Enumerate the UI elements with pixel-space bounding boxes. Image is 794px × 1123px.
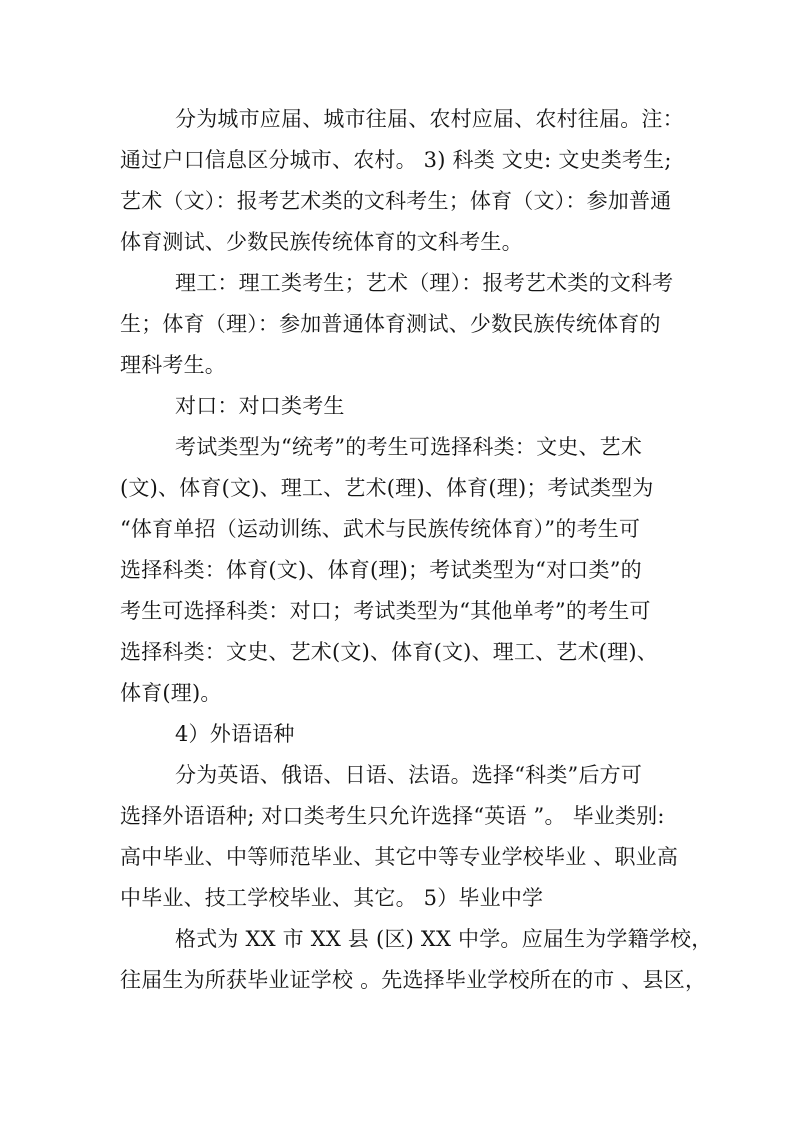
text-line-18: 选择外语语种; 对口类考生只允许选择“英语 ”。 毕业类别: [120,804,665,828]
text-line-17: 分为英语、俄语、日语、法语。选择“科类”后方可 [175,763,643,787]
text-line-14: 选择科类：文史、艺术(文)、体育(文)、理工、艺术(理)、 [120,640,658,664]
text-line-5: 理工：理工类考生；艺术（理）：报考艺术类的文科考 [175,271,674,295]
text-line-22: 往届生为所获毕业证学校 。先选择毕业学校所在的市 、县区， [120,968,707,992]
text-line-15: 体育(理)。 [120,681,222,705]
text-line-12: 选择科类：体育(文)、体育(理)；考试类型为“对口类”的 [120,558,642,582]
text-line-7: 理科考生。 [120,353,226,377]
text-line-8: 对口：对口类考生 [175,394,345,418]
text-line-20: 中毕业、技工学校毕业、其它。 5）毕业中学 [120,886,544,910]
text-line-2: 通过户口信息区分城市、农村。 3) 科类 文史: 文史类考生; [120,148,672,172]
text-line-16: 4）外语语种 [175,722,295,746]
text-line-6: 生；体育（理）：参加普通体育测试、少数民族传统体育的 [120,312,661,336]
text-line-1: 分为城市应届、城市往届、农村应届、农村往届。注： [175,107,684,131]
text-line-10: (文)、体育(文)、理工、艺术(理)、体育(理)；考试类型为 [120,476,654,500]
text-line-9: 考试类型为“统考”的考生可选择科类：文史、艺术 [175,435,643,459]
text-line-4: 体育测试、少数民族传统体育的文科考生。 [120,230,523,254]
text-line-3: 艺术（文）：报考艺术类的文科考生；体育（文）：参加普通 [120,189,672,213]
text-line-11: “体育单招（运动训练、武术与民族传统体育）”的考生可 [120,517,641,541]
text-line-21: 格式为 XX 市 XX 县 (区) XX 中学。应届生为学籍学校， [175,927,713,951]
text-line-13: 考生可选择科类：对口；考试类型为“其他单考”的考生可 [120,599,651,623]
text-line-19: 高中毕业、中等师范毕业、其它中等专业学校毕业 、职业高 [120,845,679,869]
